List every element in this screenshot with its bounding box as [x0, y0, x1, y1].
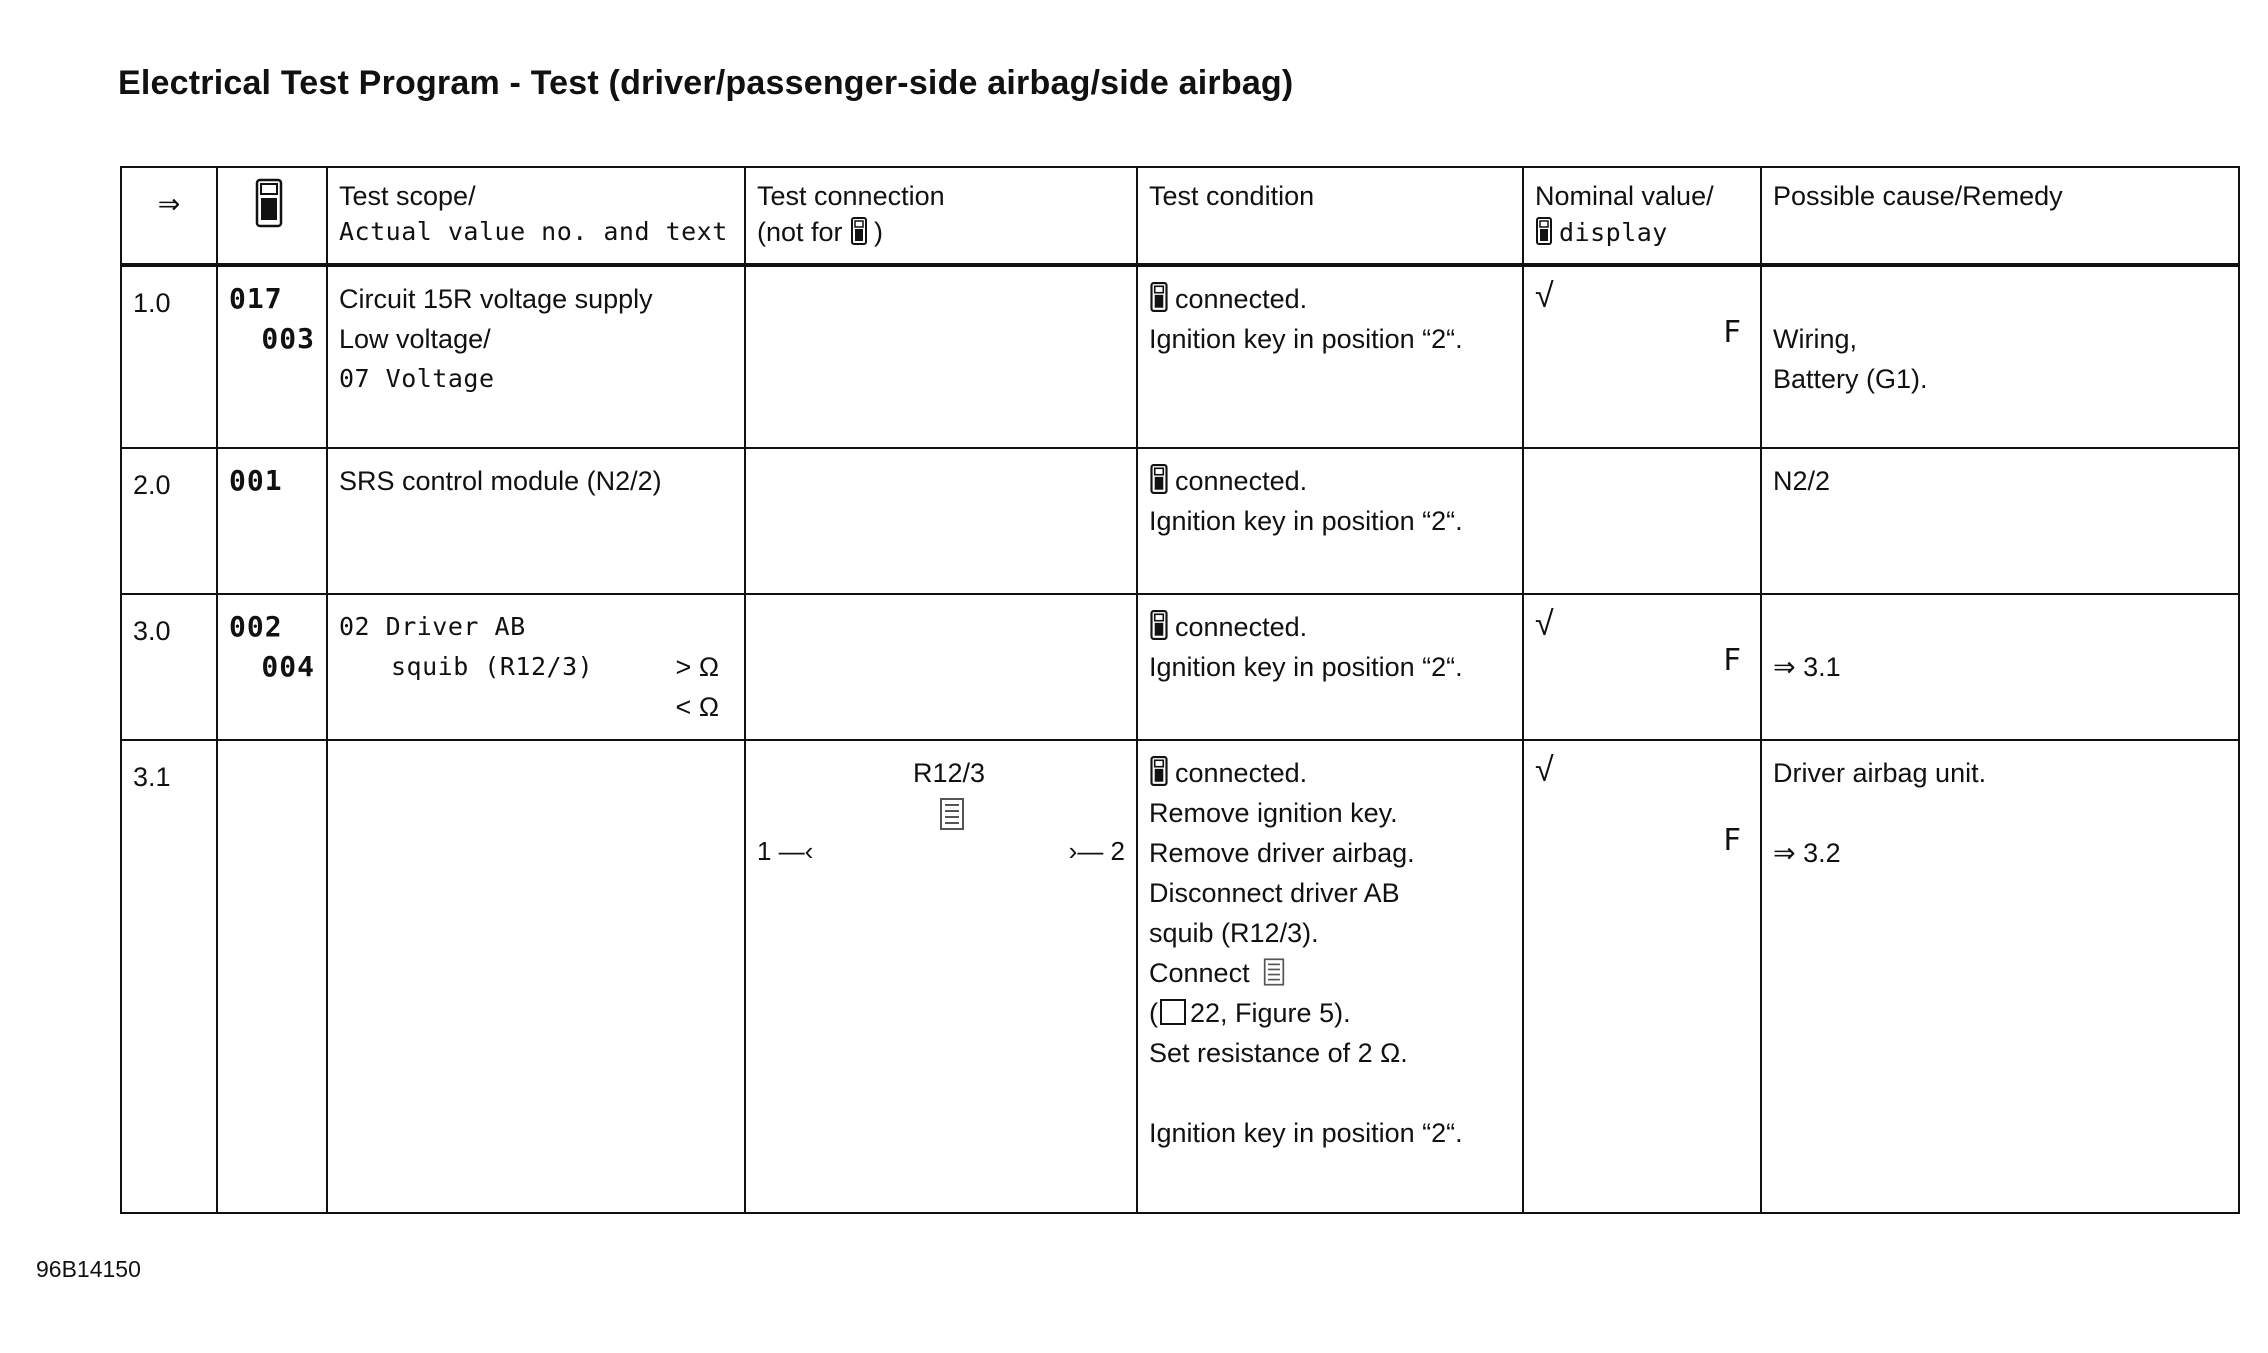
less-than-ohm: < Ω	[675, 692, 719, 722]
scope-line: 07 Voltage	[339, 364, 495, 393]
double-right-arrow-icon: ⇒	[157, 189, 181, 219]
nominal-value-cell	[1523, 448, 1761, 594]
header-remedy: Possible cause/Remedy	[1761, 167, 2239, 265]
connector-label: R12/3	[913, 758, 986, 788]
condition-line: Ignition key in position “2“.	[1149, 1118, 1463, 1148]
test-condition-cell	[1137, 448, 1523, 594]
test-condition-cell	[1137, 740, 1523, 1213]
spacer	[1773, 793, 2227, 833]
figure-reference: 96B14150	[36, 1256, 141, 1282]
table-row	[121, 740, 2239, 1213]
code-cell	[217, 448, 327, 594]
scope-line: Low voltage/	[339, 324, 491, 354]
code-cell	[217, 594, 327, 740]
reference-book-icon	[1160, 999, 1186, 1025]
test-scope-cell	[327, 448, 745, 594]
pin-2: ›— 2	[1068, 836, 1125, 866]
nominal-value-cell	[1523, 265, 1761, 448]
condition-line: Disconnect driver AB	[1149, 878, 1400, 908]
fault-f-icon: F	[1722, 643, 1741, 678]
header-tester	[217, 167, 327, 265]
table-row	[121, 594, 2239, 740]
header-test-scope-line1: Test scope/	[339, 181, 476, 211]
resistance-box-icon	[1263, 957, 1285, 987]
remedy-cell	[1761, 594, 2239, 740]
check-mark-icon: √	[1535, 277, 1554, 315]
remedy-cell	[1761, 740, 2239, 1213]
hand-held-tester-icon	[850, 217, 868, 245]
pin-1: 1 —‹	[757, 836, 814, 866]
remedy-line: N2/2	[1773, 466, 1831, 496]
hand-held-tester-icon	[1149, 610, 1169, 640]
code-secondary: 004	[261, 650, 315, 683]
condition-line: connected.	[1149, 279, 1511, 319]
condition-line: connected.	[1149, 607, 1511, 647]
fault-f-icon: F	[1722, 823, 1741, 858]
condition-line: Ignition key in position “2“.	[1149, 324, 1463, 354]
header-test-condition: Test condition	[1137, 167, 1523, 265]
check-mark-icon: √	[1535, 751, 1554, 789]
scope-line: SRS control module (N2/2)	[339, 466, 662, 496]
header-test-connection-line1: Test connection	[757, 181, 945, 211]
code-primary: 002	[229, 610, 283, 643]
code-primary: 001	[229, 464, 283, 497]
header-test-scope-line2: Actual value no. and text	[339, 217, 728, 246]
hand-held-tester-icon	[1149, 282, 1169, 312]
scope-line: 02 Driver AB	[339, 612, 526, 641]
header-nominal-line2: display	[1535, 214, 1749, 251]
hand-held-tester-icon	[254, 178, 284, 228]
table-header-row	[121, 167, 2239, 265]
code-cell	[217, 740, 327, 1213]
header-step	[121, 167, 217, 265]
page-title: Electrical Test Program - Test (driver/passenger-side airbag/side airbag)	[118, 64, 1294, 102]
fault-f-icon: F	[1722, 315, 1741, 350]
step-number: 1.0	[121, 265, 217, 448]
condition-line: Ignition key in position “2“.	[1149, 652, 1463, 682]
header-test-scope	[327, 167, 745, 265]
code-cell	[217, 265, 327, 448]
remedy-line: ⇒ 3.2	[1773, 838, 1841, 868]
remedy-line: Battery (G1).	[1773, 364, 1928, 394]
step-number: 3.0	[121, 594, 217, 740]
test-scope-cell	[327, 594, 745, 740]
code-primary: 017	[229, 282, 283, 315]
test-condition-cell	[1137, 265, 1523, 448]
test-connection-cell	[745, 448, 1137, 594]
spacer	[1149, 1073, 1511, 1113]
condition-line: Remove ignition key.	[1149, 798, 1398, 828]
hand-held-tester-icon	[1149, 464, 1169, 494]
scope-line: squib (R12/3) > Ω	[339, 647, 733, 687]
header-test-connection-line2: (not for )	[757, 217, 884, 247]
test-scope-cell	[327, 265, 745, 448]
step-number: 3.1	[121, 740, 217, 1213]
hand-held-tester-icon	[1149, 756, 1169, 786]
nominal-value-cell	[1523, 594, 1761, 740]
table-row	[121, 265, 2239, 448]
table-row	[121, 448, 2239, 594]
code-secondary: 003	[261, 322, 315, 355]
condition-line: Set resistance of 2 Ω.	[1149, 1038, 1408, 1068]
header-nominal-value	[1523, 167, 1761, 265]
remedy-cell	[1761, 265, 2239, 448]
header-nominal-line1: Nominal value/	[1535, 181, 1714, 211]
condition-line: Connect	[1149, 953, 1511, 993]
condition-line: connected.	[1149, 753, 1511, 793]
hand-held-tester-icon	[1535, 217, 1553, 245]
remedy-line: ⇒ 3.1	[1773, 652, 1841, 682]
scope-line: Circuit 15R voltage supply	[339, 284, 653, 314]
step-number: 2.0	[121, 448, 217, 594]
test-condition-cell	[1137, 594, 1523, 740]
resistance-box-icon	[939, 797, 965, 831]
greater-than-ohm: > Ω	[675, 652, 719, 682]
condition-line: squib (R12/3).	[1149, 918, 1319, 948]
remedy-line: Wiring,	[1773, 324, 1858, 354]
test-connection-cell	[745, 265, 1137, 448]
condition-line: ( 22, Figure 5).	[1149, 998, 1351, 1028]
condition-line: connected.	[1149, 461, 1511, 501]
remedy-cell	[1761, 448, 2239, 594]
condition-line: Ignition key in position “2“.	[1149, 506, 1463, 536]
connection-diagram	[757, 753, 1125, 903]
nominal-value-cell	[1523, 740, 1761, 1213]
check-mark-icon: √	[1535, 605, 1554, 643]
test-connection-cell	[745, 740, 1137, 1213]
remedy-line: Driver airbag unit.	[1773, 758, 1987, 788]
test-connection-cell	[745, 594, 1137, 740]
condition-line: Remove driver airbag.	[1149, 838, 1415, 868]
test-scope-cell	[327, 740, 745, 1213]
test-program-table	[120, 166, 2240, 1214]
header-test-connection	[745, 167, 1137, 265]
